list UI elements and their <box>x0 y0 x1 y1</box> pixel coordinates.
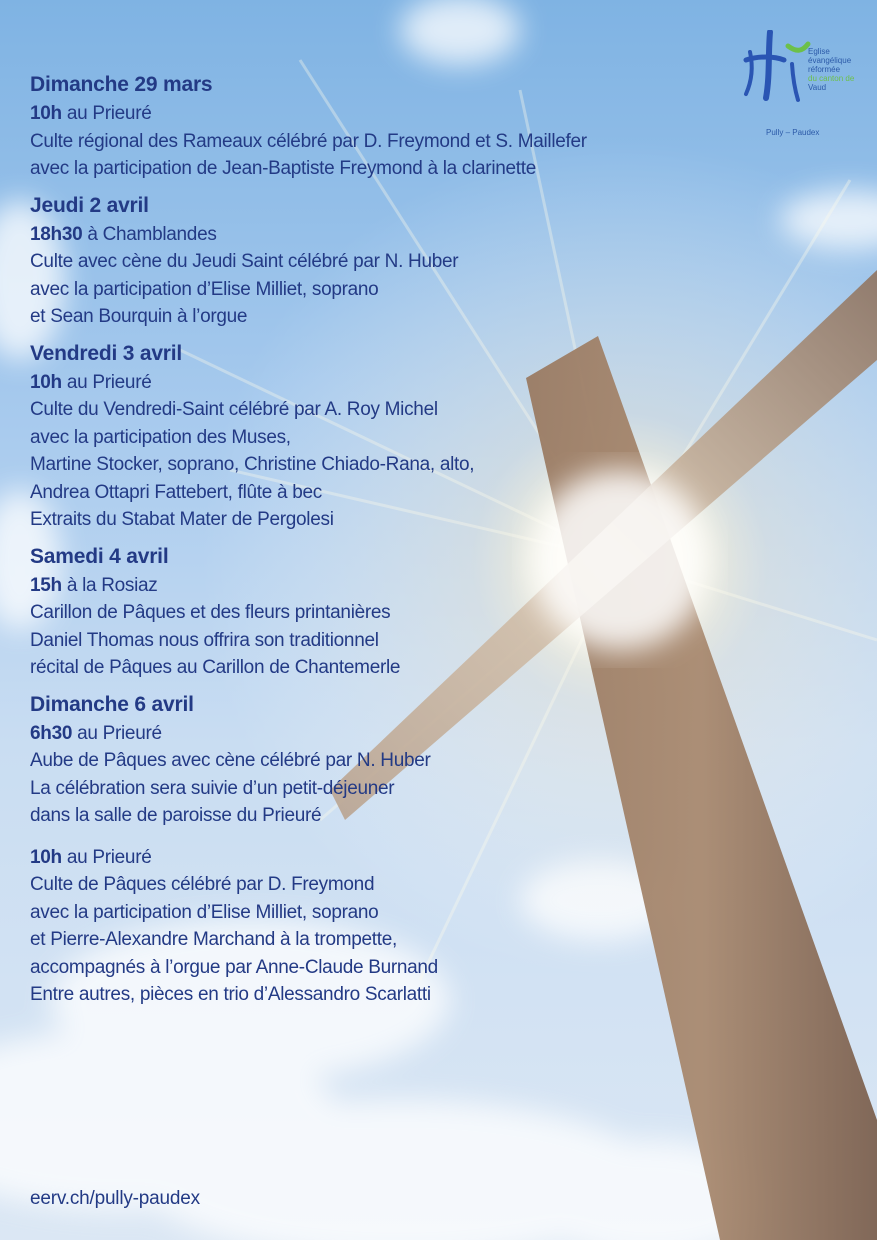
schedule-day <box>30 339 650 534</box>
event-spacer <box>30 830 650 844</box>
event-line: Entre autres, pièces en trio d’Alessandro Scarlatti <box>30 984 431 1005</box>
event-line: et Pierre-Alexandre Marchand à la trompette, <box>30 929 397 950</box>
event-line: et Sean Bourquin à l’orgue <box>30 306 248 327</box>
event-time: 18h30 <box>30 223 83 245</box>
event-time: 10h <box>30 846 62 868</box>
day-heading: Dimanche 29 mars <box>30 73 213 96</box>
logo-line: évangélique <box>808 56 852 65</box>
event-line: avec la participation d’Elise Milliet, soprano <box>30 278 379 300</box>
day-heading: Jeudi 2 avril <box>30 193 149 217</box>
event-line: Martine Stocker, soprano, Christine Chiado-Rana, alto, <box>30 454 475 475</box>
day-heading: Samedi 4 avril <box>30 544 169 568</box>
event-line: Aube de Pâques avec cène célébré par N. Huber <box>30 750 431 771</box>
event-line: Culte régional des Rameaux célébré par D. Freymond et S. Maillefer <box>30 130 587 152</box>
event-place: au Prieuré <box>61 846 152 868</box>
event-line: dans la salle de paroisse du Prieuré <box>30 805 322 826</box>
logo-line: Vaud <box>808 83 827 92</box>
event-line: Culte du Vendredi-Saint célébré par A. Roy Michel <box>30 399 438 420</box>
event-place: au Prieuré <box>61 371 152 393</box>
event-place: au Prieuré <box>72 722 162 744</box>
schedule <box>30 70 650 1017</box>
event-line: récital de Pâques au Carillon de Chantemerle <box>30 657 401 678</box>
event-line: avec la participation des Muses, <box>30 426 291 448</box>
event-place: à la Rosiaz <box>61 574 158 596</box>
event-line: Extraits du Stabat Mater de Pergolesi <box>30 509 334 530</box>
logo-line: Eglise <box>808 47 830 56</box>
day-heading: Dimanche 6 avril <box>30 692 194 716</box>
event-line: La célébration sera suivie d’un petit-déjeuner <box>30 777 395 799</box>
event-time-place <box>30 720 650 748</box>
schedule-day <box>30 542 650 682</box>
event-time-place <box>30 844 650 872</box>
event-line: Andrea Ottapri Fattebert, flûte à bec <box>30 481 323 503</box>
event-time-place <box>30 100 650 128</box>
event-line: Culte de Pâques célébré par D. Freymond <box>30 874 375 895</box>
website-link[interactable]: eerv.ch/pully-paudex <box>30 1188 200 1209</box>
schedule-day <box>30 70 650 183</box>
event-time: 10h <box>30 103 62 124</box>
event-time-place <box>30 572 650 600</box>
event-place: au Prieuré <box>61 103 152 124</box>
event-time: 10h <box>30 371 62 393</box>
day-heading: Vendredi 3 avril <box>30 341 183 365</box>
event-line: avec la participation d’Elise Milliet, soprano <box>30 901 379 923</box>
event-time: 15h <box>30 574 62 596</box>
event-time-place <box>30 369 650 397</box>
schedule-day <box>30 191 650 331</box>
event-time-place <box>30 221 650 249</box>
logo-subtitle: Pully – Paudex <box>766 128 820 137</box>
logo-wordmark <box>808 47 854 92</box>
event-line: Daniel Thomas nous offrira son traditionnel <box>30 629 379 651</box>
event-line: Culte avec cène du Jeudi Saint célébré par N. Huber <box>30 251 459 272</box>
event-time: 6h30 <box>30 722 73 744</box>
event-place: à Chamblandes <box>82 223 217 245</box>
event-line: Carillon de Pâques et des fleurs printanières <box>30 602 391 623</box>
logo-line: réformée <box>808 65 841 74</box>
schedule-day <box>30 690 650 1009</box>
event-line: avec la participation de Jean-Baptiste Freymond à la clarinette <box>30 158 536 179</box>
logo-line: du canton de <box>808 74 855 83</box>
event-line: accompagnés à l’orgue par Anne-Claude Burnand <box>30 956 438 978</box>
